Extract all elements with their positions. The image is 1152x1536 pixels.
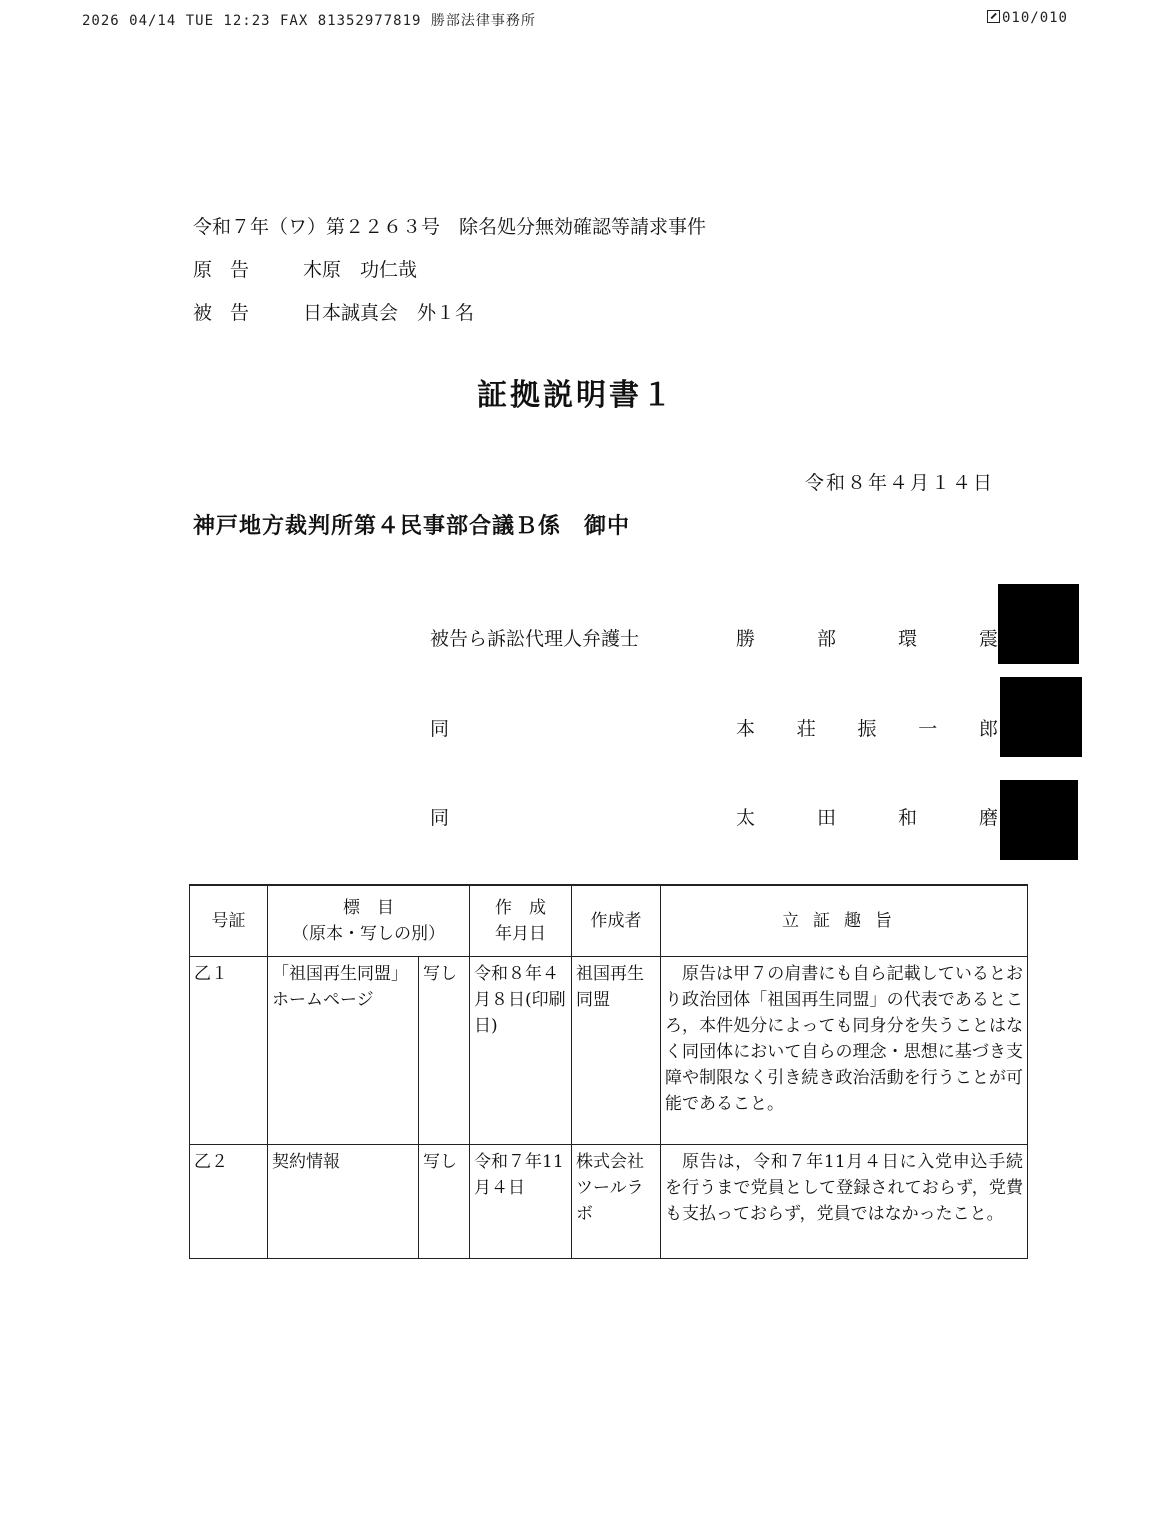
defendant-name: 日本誠真会 外１名 [303, 302, 475, 324]
table-row [190, 1145, 1028, 1259]
attorney-role: 被告ら訴訟代理人弁護士 [430, 628, 640, 650]
attorney-name [736, 714, 998, 741]
attorney-role: 同 [430, 718, 450, 740]
fax-page-icon [987, 10, 1000, 23]
attorney-row-2 [430, 714, 1030, 744]
name-char: 本 [736, 718, 756, 740]
attorney-role: 同 [430, 807, 450, 829]
header-date [470, 885, 572, 957]
redacted-seal-1 [998, 584, 1079, 664]
case-number: 令和７年（ワ）第２２６３号 除名処分無効確認等請求事件 [193, 216, 707, 238]
evidence-table [189, 884, 1028, 1259]
header-author: 作成者 [572, 885, 661, 957]
case-info [193, 206, 706, 335]
table-header-row [190, 885, 1028, 957]
redacted-seal-2 [1000, 677, 1082, 757]
header-title-top: 標 目 [343, 898, 394, 918]
plaintiff-name: 木原 功仁哉 [303, 259, 418, 281]
header-purpose: 立証趣旨 [661, 885, 1028, 957]
name-char: 太 [736, 807, 756, 829]
header-date-top: 作 成 [495, 898, 546, 918]
fax-page-count: 010/010 [1001, 10, 1068, 26]
name-char: 一 [918, 718, 938, 740]
cell-title: 契約情報 [268, 1145, 419, 1259]
cell-date: 令和７年11月４日 [470, 1145, 572, 1259]
header-title [268, 885, 470, 957]
document-title: 証拠説明書１ [477, 378, 675, 413]
name-char: 田 [816, 807, 836, 829]
defendant-row [193, 292, 706, 335]
cell-author: 祖国再生同盟 [572, 957, 661, 1145]
attorney-name [736, 624, 998, 651]
fax-transmission-line: 2026 04/14 TUE 12:23 FAX 81352977819 勝部法律事務所 [82, 13, 536, 29]
header-number: 号証 [190, 885, 268, 957]
cell-copy: 写し [419, 1145, 470, 1259]
table-row [190, 957, 1028, 1145]
attorney-name [736, 803, 998, 830]
name-char: 部 [816, 628, 836, 650]
name-char: 荘 [796, 718, 816, 740]
name-char: 郎 [978, 718, 998, 740]
cell-author: 株式会社ツールラボ [572, 1145, 661, 1259]
cell-number: 乙１ [190, 957, 268, 1145]
cell-copy: 写し [419, 957, 470, 1145]
attorney-row-3 [430, 803, 1030, 833]
defendant-label: 被告 [193, 302, 268, 324]
header-date-bottom: 年月日 [495, 924, 546, 944]
court-addressee: 神戸地方裁判所第４民事部合議Ｂ係 御中 [193, 513, 631, 539]
attorney-row-1 [430, 624, 1030, 654]
cell-purpose: 原告は甲７の肩書にも自ら記載しているとおり政治団体「祖国再生同盟」の代表であるところ，本件処分によっても同身分を失うことはなく同団体において自らの理念・思想に基づき支障や制限なく引き続き政治活動を行うことが可能であること。 [661, 957, 1028, 1145]
name-char: 震 [978, 628, 998, 650]
fax-page-number [987, 10, 1068, 26]
name-char: 磨 [978, 807, 998, 829]
name-char: 和 [897, 807, 917, 829]
header-title-bottom: （原本・写しの別） [292, 924, 445, 944]
cell-number: 乙２ [190, 1145, 268, 1259]
name-char: 勝 [736, 628, 756, 650]
name-char: 振 [857, 718, 877, 740]
cell-purpose: 原告は，令和７年11月４日に入党申込手続を行うまで党員として登録されておらず，党費も支払っておらず，党員ではなかったこと。 [661, 1145, 1028, 1259]
fax-header [82, 10, 1068, 32]
document-date: 令和８年４月１４日 [804, 472, 994, 494]
cell-title: 「祖国再生同盟」ホームページ [268, 957, 419, 1145]
cell-date: 令和８年４月８日(印刷日) [470, 957, 572, 1145]
redacted-seal-3 [1000, 780, 1078, 860]
name-char: 環 [897, 628, 917, 650]
plaintiff-label: 原告 [193, 259, 268, 281]
plaintiff-row [193, 249, 706, 292]
